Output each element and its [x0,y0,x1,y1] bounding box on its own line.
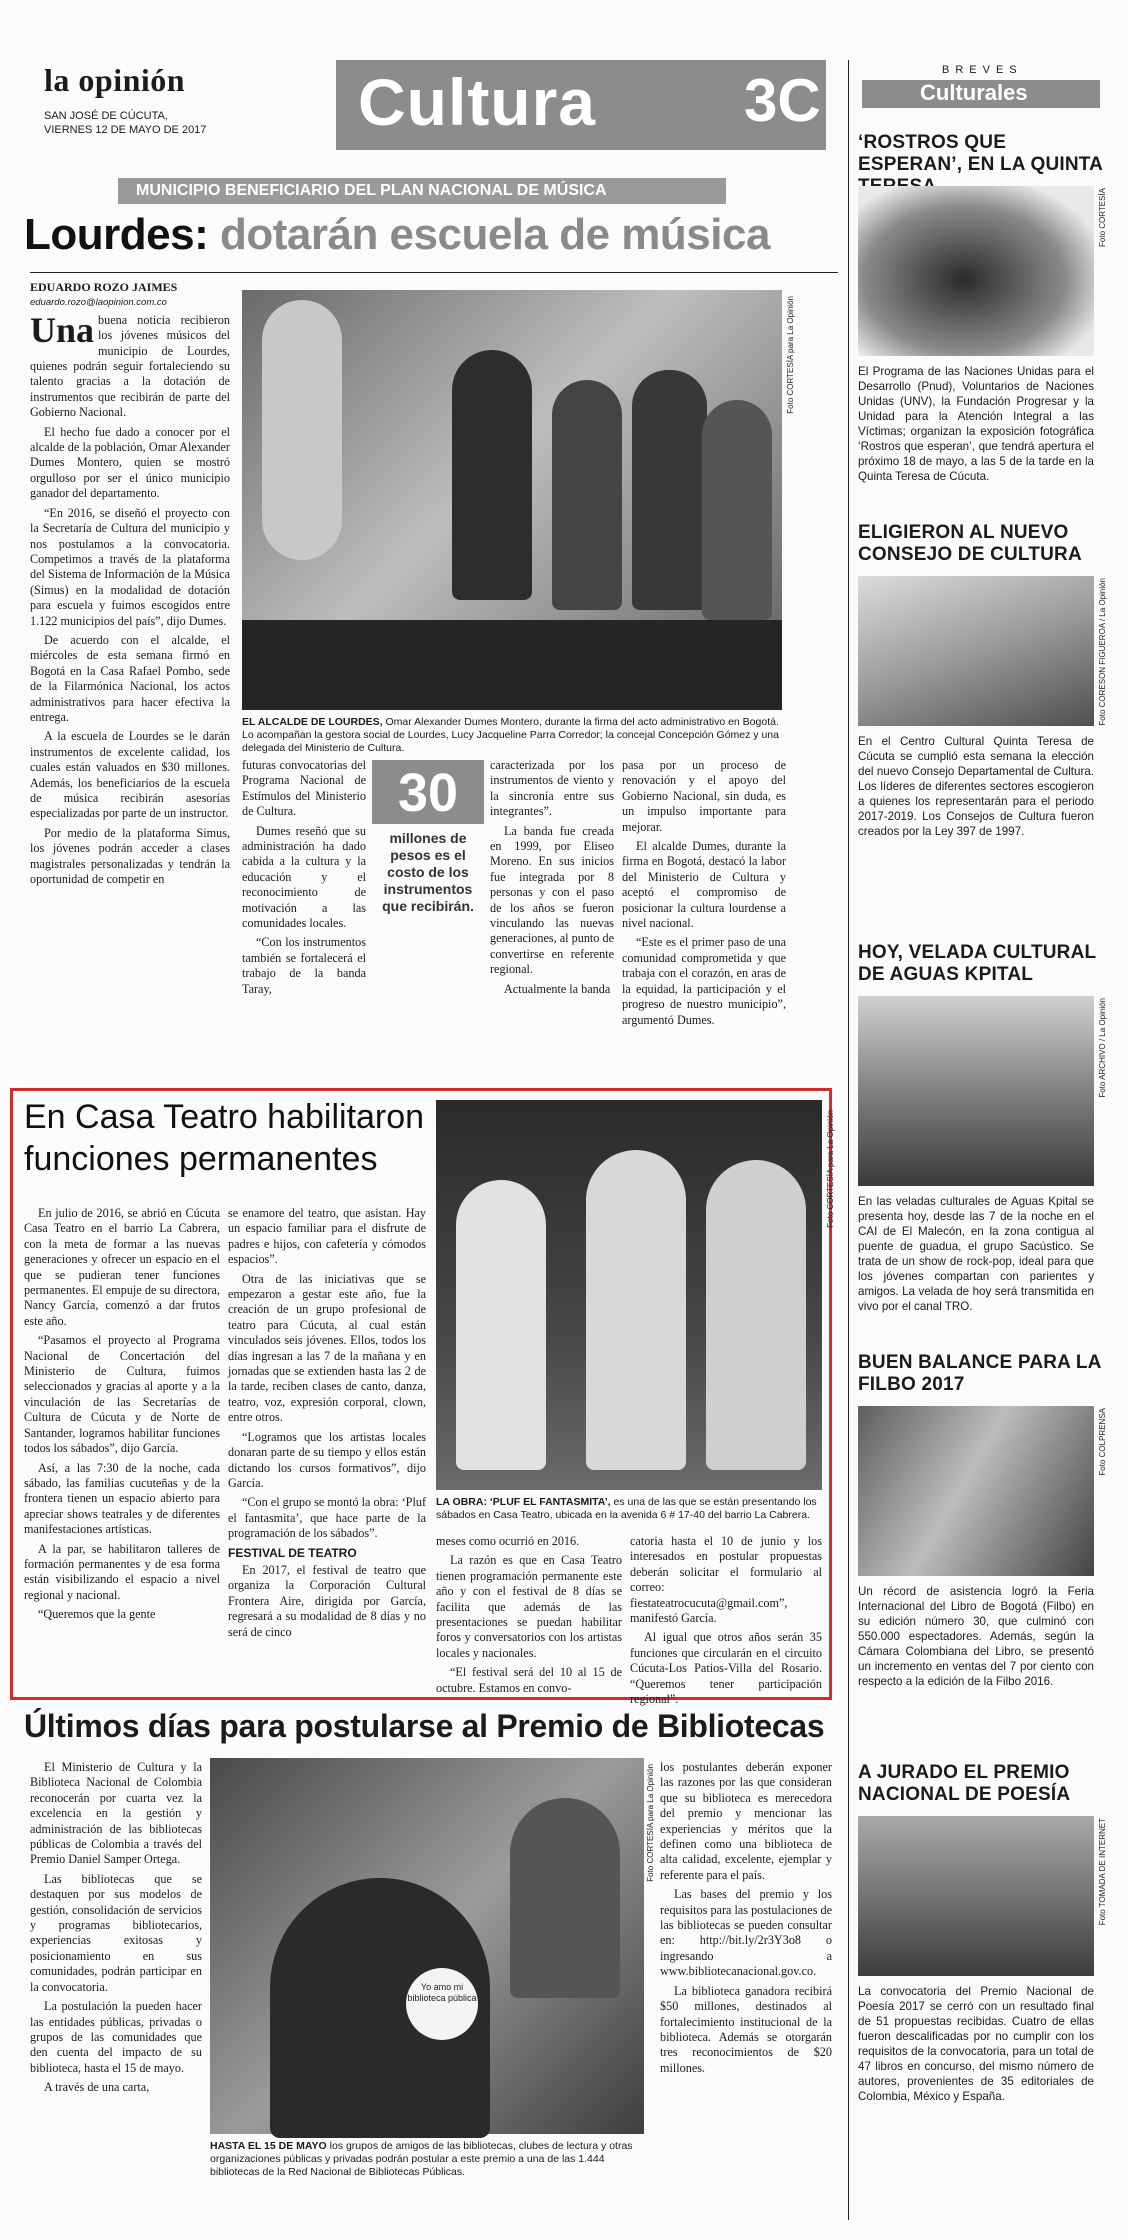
brief-title: ‘ROSTROS QUE ESPERAN’, EN LA QUINTA [858,132,1103,175]
breves-title: Culturales [920,80,1028,105]
paragraph: “Pasamos el proyecto al Programa Nacional de Concertación del Ministerio de Cultura, fuimos seleccionados y gracias al aporte y a la vinculación de las Secretarías de Cultura de Cúcuta y de Norte de Santander, logramos habilitar funciones todos los sábados”, dijo García. [24,1333,220,1456]
bibliotecas-col-2 [660,1760,832,2220]
brief-text: En las veladas culturales de Aguas Kpital se presenta hoy, desde las 7 de la noche en el CAI de El Malecón, en la zona contigua al puente de guadua, el grupo Sacústico. Se trata de un show de rock-pop, ideal para que los jóvenes compartan con parientes y amigos. La velada de hoy será transmitida en vivo por el canal TRO. [858,1195,1094,1313]
photo-credit: Foto CORTESÍA [1098,188,1107,247]
photo-credit: Foto ARCHIVO / La Opinión [1098,998,1107,1098]
paragraph: La postulación la pueden hacer las entidades públicas, privadas o grupos de las comunidades que den cuenta del impacto de su biblioteca, hasta el 15 de mayo. [30,1999,202,2075]
issue-date: VIERNES 12 DE MAYO DE 2017 [44,124,207,136]
brief-title: BUEN BALANCE PARA LA FILBO 2017 [858,1352,1101,1395]
lourdes-kicker: MUNICIPIO BENEFICIARIO DEL PLAN NACIONAL DE MÚSICA [136,182,607,199]
masthead [36,52,836,160]
bibliotecas-caption [210,2140,644,2179]
brand-logo: la opinión [44,62,186,98]
subhead: FESTIVAL DE TEATRO [228,1545,357,1560]
lourdes-headline [24,210,770,260]
section-title: Cultura [358,65,596,139]
brief-rostros [858,132,1108,483]
lourdes-headline-a: Lourdes: [24,210,209,259]
caption-text: Omar Alexander Dumes Montero, durante la firma del acto administrativo en Bogotá. Lo acompañan la gestora social de Lourdes, Lucy Jacqueline Parra Corredor; la concejal Concepción Gómez y una delegada del Ministerio de Cultura. [242,716,779,754]
sidebar-divider [848,60,849,2220]
photo-credit: Foto COLPRENSA [1098,1408,1107,1476]
author-email: eduardo.rozo@laopinion.com.co [30,297,167,309]
lourdes-headline-b: dotarán escuela de música [219,210,770,259]
breves-header [862,64,1102,124]
lourdes-col-4 [622,758,786,1093]
casa-teatro-photo [436,1100,822,1490]
brief-poesia [858,1762,1108,2103]
tuba-shape [262,300,342,560]
bibliotecas-col-1 [30,1760,202,2210]
lourdes-col-1 [30,280,230,1095]
paragraph: “Con el grupo se montó la obra: ‘Pluf el fantasmita’, que hace parte de la programación de los sábados”. [228,1495,426,1541]
lourdes-caption [242,716,782,755]
author: EDUARDO ROZO JAIMES [30,280,178,294]
person-shape [552,380,622,610]
brief-photo [858,1406,1094,1576]
bibliotecas-headline: Últimos días para postularse al Premio de Bibliotecas [24,1708,825,1744]
brief-title: ELIGIERON AL NUEVO CONSEJO DE CULTURA [858,522,1082,565]
paragraph: futuras convocatorias del Programa Nacional de Estímulos del Ministerio de Cultura. [242,758,366,819]
brief-text: La convocatoria del Premio Nacional de Poesía 2017 se cerró con un resultado final de 51 propuestas recibidas. Cuatro de ellas fueron descalificadas por no cumplir con los requisitos de la convocatoria, para un total de 47 libros en concurso, del mismo número de autores, provenientes de 35 editoriales de Colombia, México y España. [858,1985,1094,2103]
casa-teatro-col-2 [228,1206,426,1686]
photo-credit: Foto CORTESÍA para La Opinión [786,296,795,414]
brief-velada [858,942,1108,1313]
paragraph: Otra de las iniciativas que se empezaron a gestar este año, fue la creación de un grupo profesional de teatro para Cúcuta, al cual están vinculados seis jóvenes. Ellos, todos los días ingresan a las 7 de la mañana y en jornadas que se extienden hasta las 2 de la tarde, reciben clases de canto, danza, teatro, voz, expresión corporal, clown, entre otros. [228,1271,426,1425]
brief-text: Un récord de asistencia logró la Feria Internacional del Libro de Bogotá (Filbo) en su edición número 30, que culminó con 550.000 espectadores. Además, según la Cámara Colombiana del Libro, se presentó un incremento en ventas del 7 por ciento con respecto a la edición de la Filbo 2016. [858,1585,1094,1688]
paragraph: se enamore del teatro, que asistan. Hay un espacio familiar para el disfrute de padres e hijos, con cafetería y cómodos espacios”. [228,1206,426,1267]
sign-text: Yo amo mi biblioteca pública [406,1968,478,2040]
person-shape [702,400,772,620]
paragraph: Dumes reseñó que su administración ha dado cabida a la cultura y la educación y el reconocimiento de motivación a las comunidades locales. [242,823,366,931]
caption-lead: LA OBRA: ‘PLUF EL FANTASMITA’, [436,1496,611,1508]
caption-lead: HASTA EL 15 DE MAYO [210,2140,327,2152]
casa-teatro-caption [436,1496,822,1522]
city-date: SAN JOSÉ DE CÚCUTA, [44,110,168,122]
brief-photo [858,996,1094,1186]
actor-shape [456,1180,546,1470]
paragraph: La banda fue creada en 1999, por Eliseo Moreno. En sus inicios fue integrada por 8 personas y con el paso de los años se fueron vinculando las nuevas generaciones, al punto de convertirse en referente regional. [490,823,614,977]
photo-credit: Foto CORESON FIGUEROA / La Opinión [1098,578,1107,726]
paragraph: Las bases del premio y los requisitos para las postulaciones de las bibliotecas se pueden consultar en: http://bit.ly/2r3Y3o8 o ingresando a www.bibliotecanacional.gov.co. [660,1887,832,1979]
paragraph: “En 2016, se diseñó el proyecto con la Secretaría de Cultura del municipio y nos postulamos a la convocatoria. Competimos a través de la plataforma del Sistema de Información de la Música (Simus) en la modalidad de dotación para escuela y fuimos escogidos entre 1.122 municipios del país”, dijo Dumes. [30,505,230,628]
actor-shape [586,1150,686,1470]
paragraph: los postulantes deberán exponer las razones por las que consideran que su biblioteca es merecedora del premio y mencionar las experiencias y méritos que la definen como una biblioteca de alta calidad, excelente, ejemplar y referente para el país. [660,1760,832,1882]
paragraph: El alcalde Dumes, durante la firma en Bogotá, destacó la labor del Ministerio de Cultura y aceptó el compromiso de posicionar la cultura lourdense a nivel nacional. [622,839,786,931]
paragraph: El Ministerio de Cultura y la Biblioteca Nacional de Colombia reconocerán por cuarta vez la excelencia en la gestión y administración de las bibliotecas públicas de Colombia a través del Premio Daniel Samper Ortega. [30,1760,202,1867]
brief-photo [858,576,1094,726]
brief-photo [858,186,1094,356]
brief-text: En el Centro Cultural Quinta Teresa de Cúcuta se cumplió esta semana la elección del nuevo Consejo Departamental de Cultura. Los líderes de diferentes sectores escogieron a quienes los representarán para el periodo 2017-2019. Los Consejos de Cultura fueron creados por la Ley 397 de 1997. [858,735,1094,838]
person-shape [510,1798,620,1998]
lourdes-col-3 [490,758,614,1093]
paragraph: A la par, se habilitaron talleres de formación permanentes y de esa forma están visibilizando el espacio a nivel regional y nacional. [24,1541,220,1602]
paragraph: “Queremos que la gente [38,1607,156,1622]
brief-text: El Programa de las Naciones Unidas para el Desarrollo (Pnud), Voluntarios de Naciones Unidas (UNV), la Fundación Progresar y la Unidad para la Atención Integral a las Víctimas; organizan la exposición fotográfica ‘Rostros que esperan’, que tendrá apertura el próximo 18 de mayo, a las 5 de la tarde en la Quinta Teresa de Cúcuta. [858,365,1094,483]
paragraph: “Logramos que los artistas locales donaran parte de su tiempo y ellos están dictando los cursos formativos”, dijo García. [228,1429,426,1490]
paragraph: La biblioteca ganadora recibirá $50 millones, destinados al fortalecimiento institucional de la biblioteca. Además se otorgarán tres reconocimientos de $20 millones. [660,1983,832,2075]
page-number: 3C [744,67,821,134]
paragraph: “Este es el primer paso de una comunidad comprometida y que trabaja con el corazón, en aras de la equidad, la participación y el progreso de nuestro municipio”, argumentó Dumes. [622,935,786,1027]
divider [30,272,838,273]
drop-word: Una [30,309,95,350]
casa-teatro-col-3 [436,1534,622,1695]
paragraph: Las bibliotecas que se destaquen por sus modelos de gestión, consolidación de servicios y programas bibliotecarios, experiencias exitosas y posicionamiento en sus comunidades, podrán participar en la convocatoria. [30,1871,202,1994]
paragraph: “Con los instrumentos también se fortalecerá el trabajo de la banda Taray, [242,935,366,996]
paragraph: buena noticia recibieron los jóvenes músicos del municipio de Lourdes, quienes podrán seguir fortaleciendo su talento gracias a la dotación de instrumentos que recibirán de parte del Gobierno Nacional. [30,312,230,420]
paragraph: Así, a las 7:30 de la noche, cada sábado, las familias cucuteñas y de la frontera tienen un espacio abierto para apreciar shows teatrales y de diferentes manifestaciones artísticas. [24,1460,220,1537]
breves-kicker: BREVES [942,64,1023,76]
paragraph: La razón es que en Casa Teatro tienen programación permanente este año y con el festival de 8 días se facilita que además de las presentaciones se puedan habilitar foros y conversatorios con los artistas locales y nacionales. [436,1553,622,1660]
brief-photo [858,1816,1094,1976]
paragraph: En 2017, el festival de teatro que organiza la Corporación Cultural Frontera Aire, dirigida por García, regresará a su modalidad de 8 días y no será de cinco [228,1562,426,1639]
table-shape [242,620,782,710]
paragraph: Por medio de la plataforma Simus, los jóvenes podrán acceder a clases magistrales personalizadas y tendrán la oportunidad de competir en [30,825,230,887]
caption-text: es una de las que se están presentando los sábados en Casa Teatro, ubicada en la avenida 6 # 17-40 del barrio La Cabrera. [436,1496,817,1521]
paragraph: pasa por un proceso de renovación y el apoyo del Gobierno Nacional, sin duda, es un impulso importante para mejorar. [622,758,786,834]
photo-credit: Foto CORTESÍA para La Opinión [826,1110,835,1228]
paragraph: De acuerdo con el alcalde, el miércoles de esta semana firmó en Bogotá en la Casa Rafael Pombo, sede de la Filarmónica Nacional, los actos administrativos para hacer efectiva la entrega. [30,632,230,724]
bibliotecas-photo [210,1758,644,2134]
paragraph: catoria hasta el 10 de junio y los interesados en postular propuestas deberán solicitar el formulario al correo: fiestateatrocucuta@gmail.com”, manifestó García. [630,1534,822,1626]
fact-number: 30 [397,763,459,823]
paragraph: caracterizada por los instrumentos de viento y la sincronía entre sus integrantes”. [490,758,614,819]
person-shape [632,370,707,610]
paragraph: A través de una carta, [44,2080,150,2095]
fact-box [372,760,484,970]
caption-lead: EL ALCALDE DE LOURDES, [242,716,383,728]
paragraph: Al igual que otros años serán 35 funciones que circularán en el circuito Cúcuta-Los Patios-Villa del Rosario. “Queremos tener participación regional”. [630,1630,822,1707]
paragraph: El hecho fue dado a conocer por el alcalde de la población, Omar Alexander Dumes Montero, quien se mostró orgulloso por ser el único municipio ganador del departamento. [30,424,230,501]
photo-credit: Foto TOMADA DE INTERNET [1098,1818,1107,1926]
casa-teatro-headline: En Casa Teatro habilitaron funciones permanentes [24,1098,425,1178]
paragraph: A la escuela de Lourdes se le darán instrumentos de excelente calidad, los cuales están valuados en $30 millones. Además, los beneficiarios de la escuela de música recibirán asesorías especializadas por parte de un instructor. [30,729,230,821]
photo-credit: Foto CORTESÍA para La Opinión [646,1764,655,1882]
paragraph: “El festival será del 10 al 15 de octubre. Estamos en convo- [436,1665,622,1695]
casa-teatro-col-4 [630,1534,822,1707]
paragraph: Actualmente la banda [504,981,611,996]
brief-filbo [858,1352,1108,1688]
lourdes-photo [242,290,782,710]
actor-shape [706,1160,806,1470]
brief-consejo [858,522,1108,838]
brief-title: HOY, VELADA CULTURAL DE AGUAS KPITAL [858,942,1096,985]
paragraph: meses como ocurrió en 2016. [436,1534,580,1548]
paragraph: En julio de 2016, se abrió en Cúcuta Casa Teatro en el barrio La Cabrera, con la meta de formar a las nuevas generaciones y ofrecer un espacio en el que se pudieran tener funciones permanentes. El empuje de su directora, Nancy García, comenzó a dar frutos este año. [24,1206,220,1328]
lourdes-col-2 [242,758,366,1093]
brief-title: A JURADO EL PREMIO NACIONAL DE POESÍA [858,1762,1071,1805]
fact-text: millones de pesos es el costo de los instrumentos que recibirán. [382,830,474,914]
person-shape [452,350,532,600]
caption-text: los grupos de amigos de las bibliotecas, clubes de lectura y otras organizaciones públicas y privadas podrán postular a este premio a una de las 1.444 bibliotecas de la Red Nacional de Bibliotecas Públicas. [210,2140,633,2178]
casa-teatro-col-1 [24,1206,220,1686]
